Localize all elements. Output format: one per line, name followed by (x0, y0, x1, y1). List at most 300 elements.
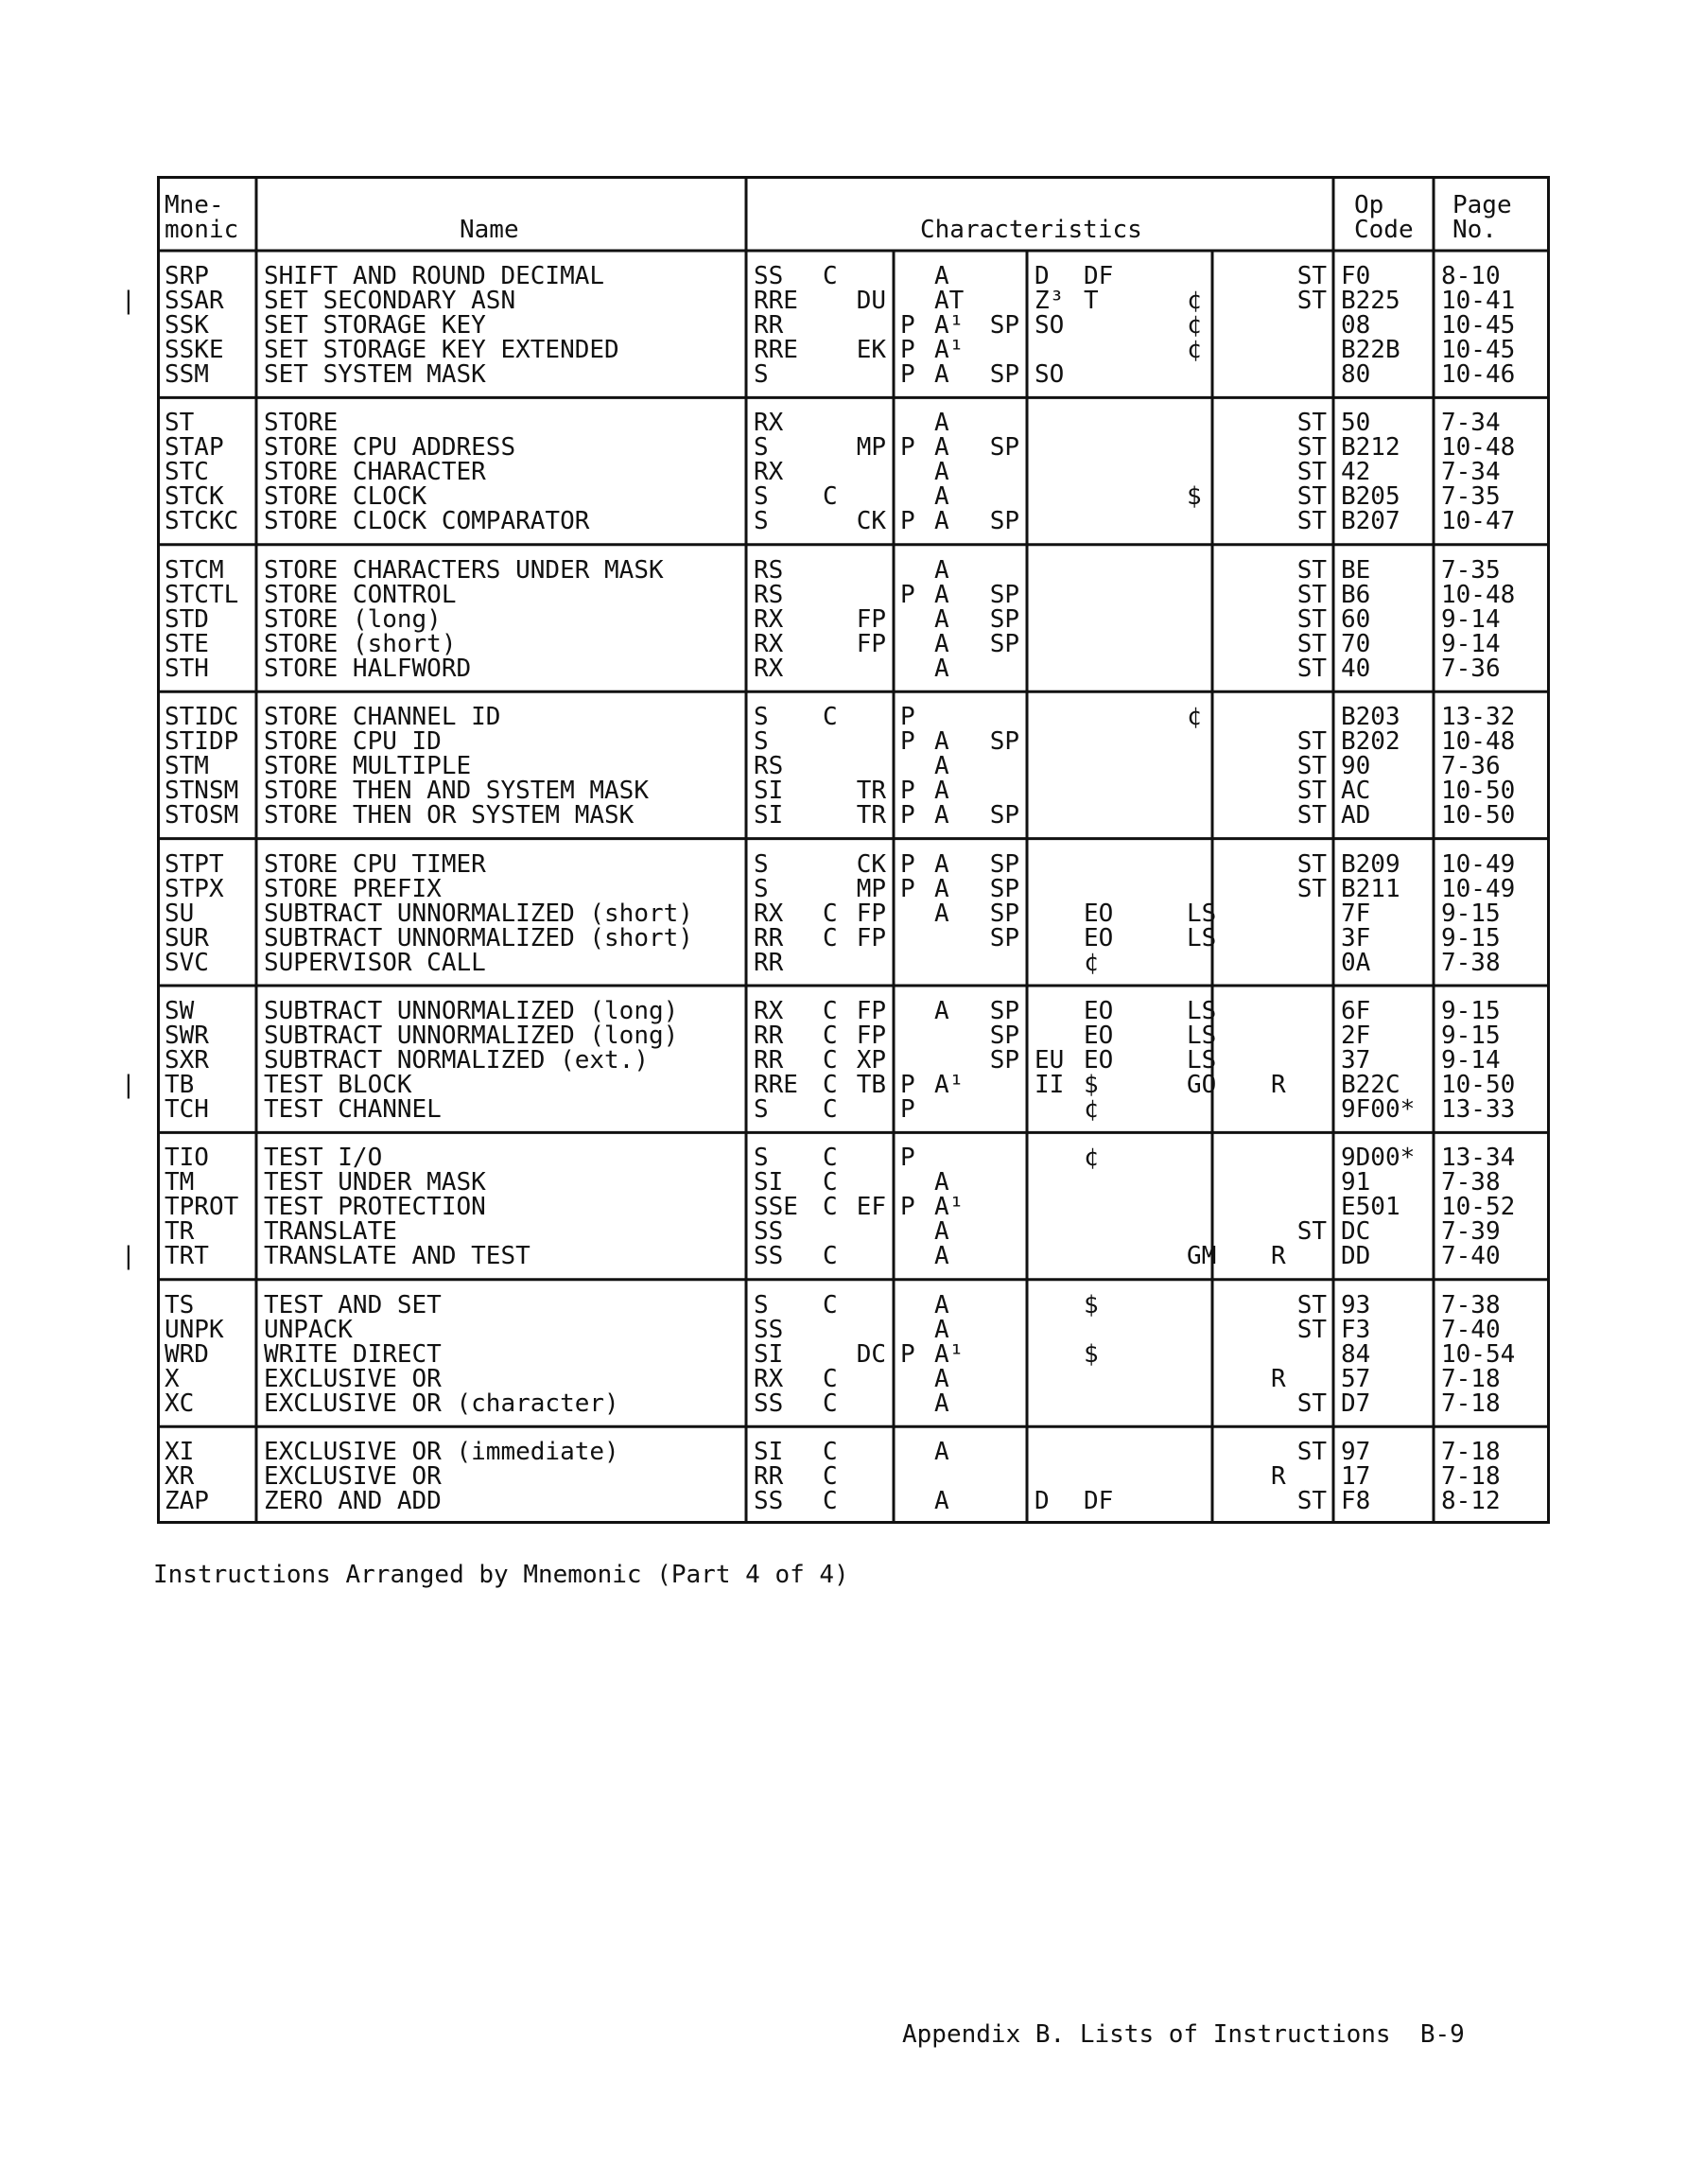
cell-privileged: P (900, 1193, 915, 1222)
cell-mnemonic: SSK (165, 311, 209, 340)
cell-privileged: P (900, 507, 915, 536)
cell-mnemonic: STCM (165, 555, 224, 585)
cell-spec: SP (989, 1046, 1019, 1075)
cell-store: ST (1296, 409, 1327, 438)
cell-format: SS (754, 1315, 784, 1344)
cell-exc-1: SO (1035, 311, 1065, 340)
cell-format: RR (754, 311, 784, 340)
cell-name: EXCLUSIVE OR (264, 1364, 442, 1393)
cell-name: SET SYSTEM MASK (264, 360, 486, 389)
cell-format: SI (754, 1168, 784, 1197)
cell-store: ST (1296, 801, 1327, 830)
cell-spec: SP (989, 899, 1019, 928)
cell-mnemonic: STCK (165, 482, 224, 512)
cell-format: RX (754, 629, 784, 658)
cell-mnemonic: STH (165, 654, 209, 683)
cell-name: EXCLUSIVE OR (character) (264, 1389, 619, 1418)
cell-op-code: B205 (1341, 482, 1400, 512)
cell-cond-code: C (823, 1144, 838, 1173)
cell-name: STORE CPU TIMER (264, 849, 486, 879)
cell-mnemonic: SVC (165, 948, 209, 977)
cell-format: RRE (754, 287, 798, 315)
cell-name: STORE CHANNEL ID (264, 703, 501, 732)
cell-name: STORE CLOCK (264, 482, 427, 512)
cell-store: ST (1296, 1487, 1327, 1516)
cell-op-code: 2F (1341, 1022, 1371, 1050)
cell-mnemonic: STC (165, 458, 209, 487)
cell-name: STORE HALFWORD (264, 654, 472, 683)
cell-op-code: B209 (1341, 849, 1400, 879)
cell-trace: LS (1187, 899, 1217, 928)
cell-page-no: 9-15 (1441, 997, 1501, 1025)
cell-op-code: 57 (1341, 1364, 1371, 1393)
cell-privileged: P (900, 801, 915, 830)
cell-cond-code: C (823, 923, 838, 952)
cell-name: SET STORAGE KEY EXTENDED (264, 336, 619, 364)
cell-name: SET STORAGE KEY (264, 311, 486, 340)
cell-trace: LS (1187, 1022, 1217, 1050)
cell-name: EXCLUSIVE OR (immediate) (264, 1438, 619, 1467)
cell-format: S (754, 874, 769, 903)
cell-cond-code: C (823, 1022, 838, 1050)
cell-store: ST (1296, 1389, 1327, 1418)
header-page-no: Page No. (1452, 191, 1512, 244)
cell-name: TEST CHANNEL (264, 1095, 442, 1124)
cell-op-code: B6 (1341, 580, 1371, 609)
cell-access: A¹ (934, 336, 965, 364)
cell-access: A (934, 360, 949, 389)
cell-op-code: B22B (1341, 336, 1400, 364)
cell-op-code: 9F00* (1341, 1095, 1416, 1124)
cell-access: A (934, 1290, 949, 1319)
cell-cond-code: C (823, 482, 838, 512)
cell-page-no: 8-12 (1441, 1487, 1501, 1516)
cell-access: A (934, 874, 949, 903)
cell-page-no: 9-15 (1441, 923, 1501, 952)
cell-spec: SP (989, 507, 1019, 536)
cell-op-code: 0A (1341, 948, 1371, 977)
cell-op-code: 7F (1341, 899, 1371, 928)
cell-spec: SP (989, 311, 1019, 340)
cell-privileged: P (900, 360, 915, 389)
cell-page-no: 13-34 (1441, 1144, 1516, 1173)
cell-r-flag: R (1271, 1071, 1286, 1099)
cell-name: SHIFT AND ROUND DECIMAL (264, 262, 605, 290)
page-footer: Appendix B. Lists of Instructions B-9 (902, 2020, 1465, 2049)
cell-store: ST (1296, 433, 1327, 463)
cell-name: TEST UNDER MASK (264, 1168, 486, 1197)
cell-format: S (754, 507, 769, 536)
cell-access: A (934, 458, 949, 487)
cell-mnemonic: XR (165, 1462, 195, 1492)
cell-name: SUBTRACT UNNORMALIZED (long) (264, 1022, 679, 1050)
cell-exc-2: EO (1084, 899, 1114, 928)
cell-page-no: 7-38 (1441, 948, 1501, 977)
cell-page-no: 10-52 (1441, 1193, 1516, 1222)
cell-mnemonic: STPT (165, 849, 224, 879)
header-name: Name (460, 216, 519, 244)
cell-op-code: DD (1341, 1242, 1371, 1271)
cell-page-no: 10-46 (1441, 360, 1516, 389)
cell-mnemonic: STCTL (165, 580, 239, 609)
cell-op-code: B207 (1341, 507, 1400, 536)
cell-access: A (934, 801, 949, 830)
cell-trace: LS (1187, 997, 1217, 1025)
cell-name: STORE THEN OR SYSTEM MASK (264, 801, 635, 830)
cell-format: RX (754, 654, 784, 683)
cell-mnemonic: TB (165, 1071, 195, 1099)
cell-access: A¹ (934, 1071, 965, 1099)
cell-format: RR (754, 1462, 784, 1492)
cell-mnemonic: TM (165, 1168, 195, 1197)
cell-page-no: 7-18 (1441, 1438, 1501, 1467)
cell-format: SI (754, 1438, 784, 1467)
cell-name: TEST BLOCK (264, 1071, 412, 1099)
cell-name: SUBTRACT UNNORMALIZED (short) (264, 923, 693, 952)
cell-page-no: 7-35 (1441, 555, 1501, 585)
cell-store: ST (1296, 1315, 1327, 1344)
instruction-table (157, 176, 1550, 1524)
cell-spec: SP (989, 923, 1019, 952)
cell-page-no: 9-15 (1441, 899, 1501, 928)
cell-name: STORE CONTROL (264, 580, 457, 609)
cell-format: SI (754, 777, 784, 806)
cell-char-1: EK (856, 336, 886, 364)
cell-trace: ¢ (1187, 311, 1202, 340)
cell-page-no: 7-40 (1441, 1242, 1501, 1271)
cell-name: TRANSLATE AND TEST (264, 1242, 530, 1271)
cell-access: A (934, 629, 949, 658)
cell-exc-1: Z³ (1035, 287, 1065, 315)
cell-mnemonic: ST (165, 409, 195, 438)
cell-exc-1: SO (1035, 360, 1065, 389)
cell-page-no: 9-15 (1441, 1022, 1501, 1050)
cell-store: ST (1296, 849, 1327, 879)
cell-op-code: 40 (1341, 654, 1371, 683)
cell-char-1: DU (856, 287, 886, 315)
revision-bar: | (121, 1071, 136, 1099)
cell-privileged: P (900, 777, 915, 806)
cell-op-code: DC (1341, 1217, 1371, 1247)
cell-mnemonic: TRT (165, 1242, 209, 1271)
cell-exc-2: EO (1084, 1046, 1114, 1075)
cell-name: STORE CHARACTER (264, 458, 486, 487)
cell-privileged: P (900, 703, 915, 732)
header-op-code: Op Code (1354, 191, 1414, 244)
cell-page-no: 9-14 (1441, 629, 1501, 658)
cell-format: SI (754, 801, 784, 830)
cell-name: STORE CHARACTERS UNDER MASK (264, 555, 664, 585)
cell-name: STORE CPU ADDRESS (264, 433, 516, 463)
cell-cond-code: C (823, 1438, 838, 1467)
cell-mnemonic: STIDP (165, 727, 239, 757)
cell-trace: LS (1187, 1046, 1217, 1075)
cell-format: S (754, 1290, 769, 1319)
cell-trace: ¢ (1187, 336, 1202, 364)
cell-mnemonic: SXR (165, 1046, 209, 1075)
cell-char-1: FP (856, 1022, 886, 1050)
table-caption: Instructions Arranged by Mnemonic (Part 4 of 4) (153, 1561, 849, 1589)
cell-name: TEST AND SET (264, 1290, 442, 1319)
cell-access: A (934, 262, 949, 290)
cell-privileged: P (900, 727, 915, 757)
cell-page-no: 7-18 (1441, 1462, 1501, 1492)
cell-spec: SP (989, 874, 1019, 903)
cell-cond-code: C (823, 1487, 838, 1516)
cell-op-code: BE (1341, 555, 1371, 585)
cell-trace: LS (1187, 923, 1217, 952)
cell-char-1: MP (856, 874, 886, 903)
cell-cond-code: C (823, 1389, 838, 1418)
cell-access: A (934, 1315, 949, 1344)
cell-op-code: 08 (1341, 311, 1371, 340)
cell-format: RX (754, 1364, 784, 1393)
cell-name: STORE THEN AND SYSTEM MASK (264, 777, 649, 806)
cell-page-no: 10-48 (1441, 580, 1516, 609)
cell-mnemonic: X (165, 1364, 180, 1393)
cell-name: SUBTRACT UNNORMALIZED (short) (264, 899, 693, 928)
cell-format: S (754, 727, 769, 757)
cell-mnemonic: STPX (165, 874, 224, 903)
cell-name: SET SECONDARY ASN (264, 287, 516, 315)
cell-format: S (754, 1144, 769, 1173)
cell-name: UNPACK (264, 1315, 353, 1344)
cell-format: RX (754, 409, 784, 438)
cell-mnemonic: SU (165, 899, 195, 928)
cell-spec: SP (989, 629, 1019, 658)
cell-privileged: P (900, 1339, 915, 1369)
cell-trace: $ (1187, 482, 1202, 512)
cell-mnemonic: STOSM (165, 801, 239, 830)
cell-spec: SP (989, 801, 1019, 830)
cell-page-no: 13-33 (1441, 1095, 1516, 1124)
cell-op-code: 93 (1341, 1290, 1371, 1319)
cell-access: A (934, 482, 949, 512)
cell-mnemonic: TCH (165, 1095, 209, 1124)
cell-name: SUPERVISOR CALL (264, 948, 486, 977)
cell-exc-2: ¢ (1084, 1095, 1099, 1124)
cell-cond-code: C (823, 1168, 838, 1197)
cell-op-code: 80 (1341, 360, 1371, 389)
cell-op-code: 17 (1341, 1462, 1371, 1492)
cell-access: A (934, 1438, 949, 1467)
cell-trace: GO (1187, 1071, 1217, 1099)
cell-mnemonic: STCKC (165, 507, 239, 536)
cell-page-no: 7-38 (1441, 1290, 1501, 1319)
cell-format: S (754, 849, 769, 879)
cell-page-no: 10-45 (1441, 311, 1516, 340)
cell-exc-1: II (1035, 1071, 1065, 1099)
cell-store: ST (1296, 777, 1327, 806)
cell-char-1: CK (856, 507, 886, 536)
cell-op-code: B211 (1341, 874, 1400, 903)
cell-access: A (934, 899, 949, 928)
cell-format: RS (754, 580, 784, 609)
cell-cond-code: C (823, 997, 838, 1025)
cell-op-code: B225 (1341, 287, 1400, 315)
cell-mnemonic: SRP (165, 262, 209, 290)
cell-access: A (934, 727, 949, 757)
cell-mnemonic: STD (165, 604, 209, 634)
cell-mnemonic: TR (165, 1217, 195, 1247)
cell-exc-2: ¢ (1084, 1144, 1099, 1173)
cell-trace: ¢ (1187, 703, 1202, 732)
cell-op-code: B212 (1341, 433, 1400, 463)
cell-access: A (934, 409, 949, 438)
cell-char-1: FP (856, 923, 886, 952)
cell-access: A (934, 1168, 949, 1197)
cell-name: STORE CLOCK COMPARATOR (264, 507, 590, 536)
cell-exc-1: D (1035, 1487, 1050, 1516)
cell-store: ST (1296, 752, 1327, 781)
cell-exc-1: EU (1035, 1046, 1065, 1075)
cell-op-code: AD (1341, 801, 1371, 830)
cell-format: SSE (754, 1193, 798, 1222)
cell-exc-1: D (1035, 262, 1050, 290)
cell-op-code: 70 (1341, 629, 1371, 658)
cell-page-no: 10-54 (1441, 1339, 1516, 1369)
cell-privileged: P (900, 1095, 915, 1124)
cell-page-no: 10-48 (1441, 727, 1516, 757)
cell-store: ST (1296, 262, 1327, 290)
cell-format: RR (754, 923, 784, 952)
cell-format: S (754, 482, 769, 512)
cell-format: S (754, 1095, 769, 1124)
cell-exc-2: EO (1084, 997, 1114, 1025)
cell-trace: GM (1187, 1242, 1217, 1271)
cell-exc-2: T (1084, 287, 1099, 315)
cell-op-code: F8 (1341, 1487, 1371, 1516)
cell-exc-2: ¢ (1084, 948, 1099, 977)
cell-access: A (934, 507, 949, 536)
cell-exc-2: EO (1084, 923, 1114, 952)
cell-char-1: DC (856, 1339, 886, 1369)
cell-r-flag: R (1271, 1364, 1286, 1393)
cell-char-1: TR (856, 777, 886, 806)
cell-access: A (934, 1364, 949, 1393)
cell-mnemonic: STM (165, 752, 209, 781)
cell-store: ST (1296, 482, 1327, 512)
cell-store: ST (1296, 1438, 1327, 1467)
cell-mnemonic: UNPK (165, 1315, 224, 1344)
cell-name: TEST I/O (264, 1144, 383, 1173)
cell-cond-code: C (823, 1193, 838, 1222)
cell-store: ST (1296, 287, 1327, 315)
cell-trace: ¢ (1187, 287, 1202, 315)
cell-char-1: XP (856, 1046, 886, 1075)
cell-access: A¹ (934, 1193, 965, 1222)
cell-store: ST (1296, 874, 1327, 903)
cell-format: SS (754, 1487, 784, 1516)
cell-mnemonic: STNSM (165, 777, 239, 806)
cell-store: ST (1296, 507, 1327, 536)
cell-format: RR (754, 1022, 784, 1050)
cell-name: STORE CPU ID (264, 727, 442, 757)
cell-mnemonic: TPROT (165, 1193, 239, 1222)
cell-char-1: TB (856, 1071, 886, 1099)
cell-exc-2: $ (1084, 1290, 1099, 1319)
cell-char-1: CK (856, 849, 886, 879)
cell-mnemonic: SSM (165, 360, 209, 389)
header-characteristics: Characteristics (920, 216, 1142, 244)
cell-format: RR (754, 948, 784, 977)
cell-store: ST (1296, 604, 1327, 634)
cell-op-code: 91 (1341, 1168, 1371, 1197)
cell-mnemonic: ZAP (165, 1487, 209, 1516)
cell-cond-code: C (823, 1095, 838, 1124)
cell-r-flag: R (1271, 1242, 1286, 1271)
cell-name: STORE (264, 409, 339, 438)
cell-op-code: B202 (1341, 727, 1400, 757)
cell-privileged: P (900, 849, 915, 879)
cell-page-no: 7-34 (1441, 409, 1501, 438)
cell-op-code: 90 (1341, 752, 1371, 781)
cell-store: ST (1296, 580, 1327, 609)
cell-privileged: P (900, 580, 915, 609)
cell-page-no: 7-34 (1441, 458, 1501, 487)
cell-access: A (934, 752, 949, 781)
cell-privileged: P (900, 336, 915, 364)
cell-store: ST (1296, 458, 1327, 487)
cell-cond-code: C (823, 899, 838, 928)
cell-access: A (934, 1242, 949, 1271)
cell-page-no: 10-49 (1441, 849, 1516, 879)
cell-page-no: 10-45 (1441, 336, 1516, 364)
cell-format: S (754, 360, 769, 389)
cell-name: TEST PROTECTION (264, 1193, 486, 1222)
cell-privileged: P (900, 1071, 915, 1099)
revision-bar: | (121, 287, 136, 315)
cell-name: ZERO AND ADD (264, 1487, 442, 1516)
cell-store: ST (1296, 1290, 1327, 1319)
cell-char-1: FP (856, 899, 886, 928)
cell-name: EXCLUSIVE OR (264, 1462, 442, 1492)
cell-exc-2: DF (1084, 1487, 1114, 1516)
cell-access: A (934, 777, 949, 806)
cell-char-1: FP (856, 997, 886, 1025)
cell-access: A (934, 654, 949, 683)
cell-op-code: D7 (1341, 1389, 1371, 1418)
cell-format: S (754, 703, 769, 732)
cell-format: RX (754, 997, 784, 1025)
cell-format: RRE (754, 1071, 798, 1099)
cell-op-code: AC (1341, 777, 1371, 806)
cell-op-code: E501 (1341, 1193, 1400, 1222)
cell-op-code: B22C (1341, 1071, 1400, 1099)
cell-mnemonic: XI (165, 1438, 195, 1467)
cell-op-code: B203 (1341, 703, 1400, 732)
cell-mnemonic: SUR (165, 923, 209, 952)
cell-mnemonic: WRD (165, 1339, 209, 1369)
cell-mnemonic: SSKE (165, 336, 224, 364)
cell-name: STORE (short) (264, 629, 457, 658)
cell-access: A¹ (934, 1339, 965, 1369)
cell-exc-2: $ (1084, 1339, 1099, 1369)
cell-cond-code: C (823, 1046, 838, 1075)
cell-format: RX (754, 458, 784, 487)
cell-page-no: 10-50 (1441, 1071, 1516, 1099)
cell-page-no: 7-18 (1441, 1389, 1501, 1418)
cell-mnemonic: SW (165, 997, 195, 1025)
cell-access: A (934, 1487, 949, 1516)
cell-spec: SP (989, 849, 1019, 879)
cell-access: A (934, 1389, 949, 1418)
cell-access: AT (934, 287, 965, 315)
cell-page-no: 10-41 (1441, 287, 1516, 315)
cell-name: STORE (long) (264, 604, 442, 634)
cell-store: ST (1296, 629, 1327, 658)
cell-cond-code: C (823, 262, 838, 290)
